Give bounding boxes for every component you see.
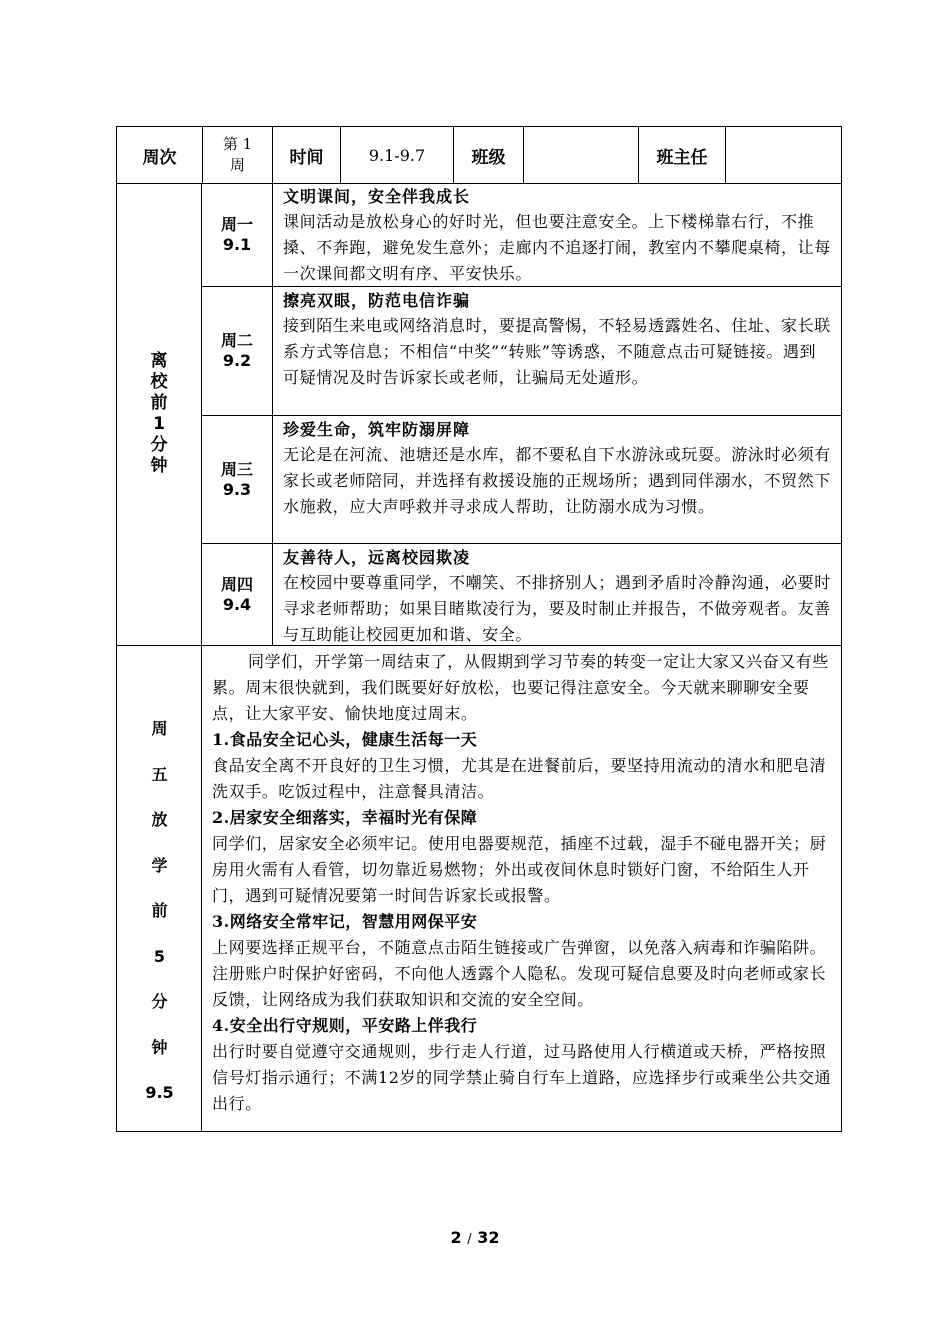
- header-row: [116, 126, 842, 184]
- section2-label-char: 9.5: [145, 1083, 174, 1102]
- section1-label: 离校前1分钟: [150, 351, 168, 476]
- section2-label-char: 放: [151, 810, 168, 829]
- day-label-mon: [202, 183, 273, 286]
- section2-label-char: 周: [151, 719, 168, 738]
- page-separator: /: [467, 1232, 472, 1247]
- section-friday-before-dismissal: [116, 645, 842, 1132]
- day-content-thu: [283, 546, 831, 648]
- section2-label-char: 钟: [151, 1037, 168, 1057]
- intro-paragraph: 同学们，开学第一周结束了，从假期到学习节奏的转变一定让大家又兴奋又有些累。周末很快就到，我们既要好好放松，也要记得注意安全。今天就来聊聊安全要点，让大家平安、愉快地度过周末。: [212, 652, 830, 723]
- day-row-mon: [202, 183, 841, 287]
- section2-label-cell: [117, 646, 202, 1131]
- week-value: [203, 127, 273, 183]
- teacher-value: [726, 127, 841, 183]
- day-name: 周四: [220, 575, 253, 594]
- day-date: 9.3: [222, 479, 252, 499]
- section2-label-char: 前: [151, 901, 168, 920]
- item-text: 同学们，居家安全必须牢记。使用电器要规范，插座不过载，湿手不碰电器开关；厨房用火需有人看管，切勿靠近易燃物；外出或夜间休息时锁好门窗，不给陌生人开门，遇到可疑情况要第一时间告诉家长或报警。: [212, 834, 827, 905]
- day-text: 课间活动是放松身心的好时光，但也要注意安全。上下楼梯靠右行，不推搡、不奔跑，避免发生意外；走廊内不追逐打闹，教室内不攀爬桌椅，让每一次课间都文明有序、平安快乐。: [283, 212, 831, 283]
- day-text: 无论是在河流、池塘还是水库，都不要私自下水游泳或玩耍。游泳时必须有家长或老师陪同，并选择有救援设施的正规场所；遇到同伴溺水，不贸然下水施救，应大声呼救并寻求成人帮助，让防溺水成为习惯。: [283, 445, 831, 516]
- day-content-wed: [283, 418, 831, 520]
- time-label: 时间: [273, 127, 341, 183]
- item-heading: 3.网络安全常牢记，智慧用网保平安: [212, 912, 478, 931]
- day-name: 周三: [220, 459, 253, 479]
- section2-content: [212, 649, 834, 1117]
- week-label: 周次: [117, 127, 203, 183]
- day-label-tue: [202, 287, 273, 415]
- week-value-line1: 第 1: [222, 135, 253, 153]
- item-heading: 4.安全出行守规则，平安路上伴我行: [212, 1016, 478, 1035]
- day-date: 9.2: [222, 351, 252, 370]
- item-heading: 2.居家安全细落实，幸福时光有保障: [212, 808, 478, 827]
- day-content-tue: [283, 289, 831, 391]
- section2-label: [117, 716, 202, 1126]
- item-heading: 1.食品安全记心头，健康生活每一天: [212, 730, 478, 749]
- section2-label-char: 五: [151, 764, 168, 784]
- teacher-label: 班主任: [639, 127, 726, 183]
- time-value: 9.1-9.7: [341, 127, 454, 183]
- day-text: 接到陌生来电或网络消息时，要提高警惕，不轻易透露姓名、住址、家长联系方式等信息；不相信“中奖”“转账”等诱惑，不随意点击可疑链接。遇到可疑情况及时告诉家长或老师，让骗局无处遁形。: [283, 316, 831, 387]
- item-text: 上网要选择正规平台，不随意点击陌生链接或广告弹窗，以免落入病毒和诈骗陷阱。注册账户时保护好密码，不向他人透露个人隐私。发现可疑信息要及时向老师或家长反馈，让网络成为我们获取知识和交流的安全空间。: [212, 938, 827, 1009]
- section1-label-cell: [117, 183, 202, 645]
- day-row-thu: [202, 544, 841, 646]
- section2-label-char: 学: [151, 855, 168, 875]
- section-before-leaving: [116, 183, 842, 646]
- section2-label-char: 5: [153, 946, 166, 966]
- day-title: 珍爱生命，筑牢防溺屏障: [283, 420, 471, 439]
- item-text: 出行时要自觉遵守交通规则，步行走人行道，过马路使用人行横道或天桥，严格按照信号灯指示通行；不满12岁的同学禁止骑自行车上道路，应选择步行或乘坐公共交通出行。: [212, 1042, 832, 1113]
- day-title: 友善待人，远离校园欺凌: [283, 548, 471, 567]
- day-content-mon: [283, 185, 831, 287]
- page-total: 32: [477, 1228, 500, 1247]
- day-name: 周二: [220, 331, 253, 350]
- day-label-wed: [202, 416, 273, 543]
- section2-label-char: 分: [151, 992, 168, 1011]
- page-number: [0, 1228, 950, 1247]
- day-row-tue: [202, 287, 841, 416]
- day-label-thu: [202, 544, 273, 646]
- day-name: 周一: [220, 214, 253, 234]
- page-current: 2: [450, 1228, 462, 1247]
- day-title: 擦亮双眼，防范电信诈骗: [283, 291, 471, 310]
- day-title: 文明课间，安全伴我成长: [283, 187, 471, 206]
- class-value: [524, 127, 639, 183]
- day-row-wed: [202, 416, 841, 544]
- day-date: 9.1: [222, 234, 252, 254]
- item-text: 食品安全离不开良好的卫生习惯，尤其是在进餐前后，要坚持用流动的清水和肥皂清洗双手。吃饭过程中，注意餐具清洁。: [212, 756, 827, 801]
- day-text: 在校园中要尊重同学，不嘲笑、不排挤别人；遇到矛盾时冷静沟通，必要时寻求老师帮助；如果目睹欺凌行为，要及时制止并报告，不做旁观者。友善与互助能让校园更加和谐、安全。: [283, 573, 831, 644]
- week-value-line2: 周: [229, 156, 245, 174]
- class-label: 班级: [454, 127, 524, 183]
- day-date: 9.4: [222, 595, 252, 614]
